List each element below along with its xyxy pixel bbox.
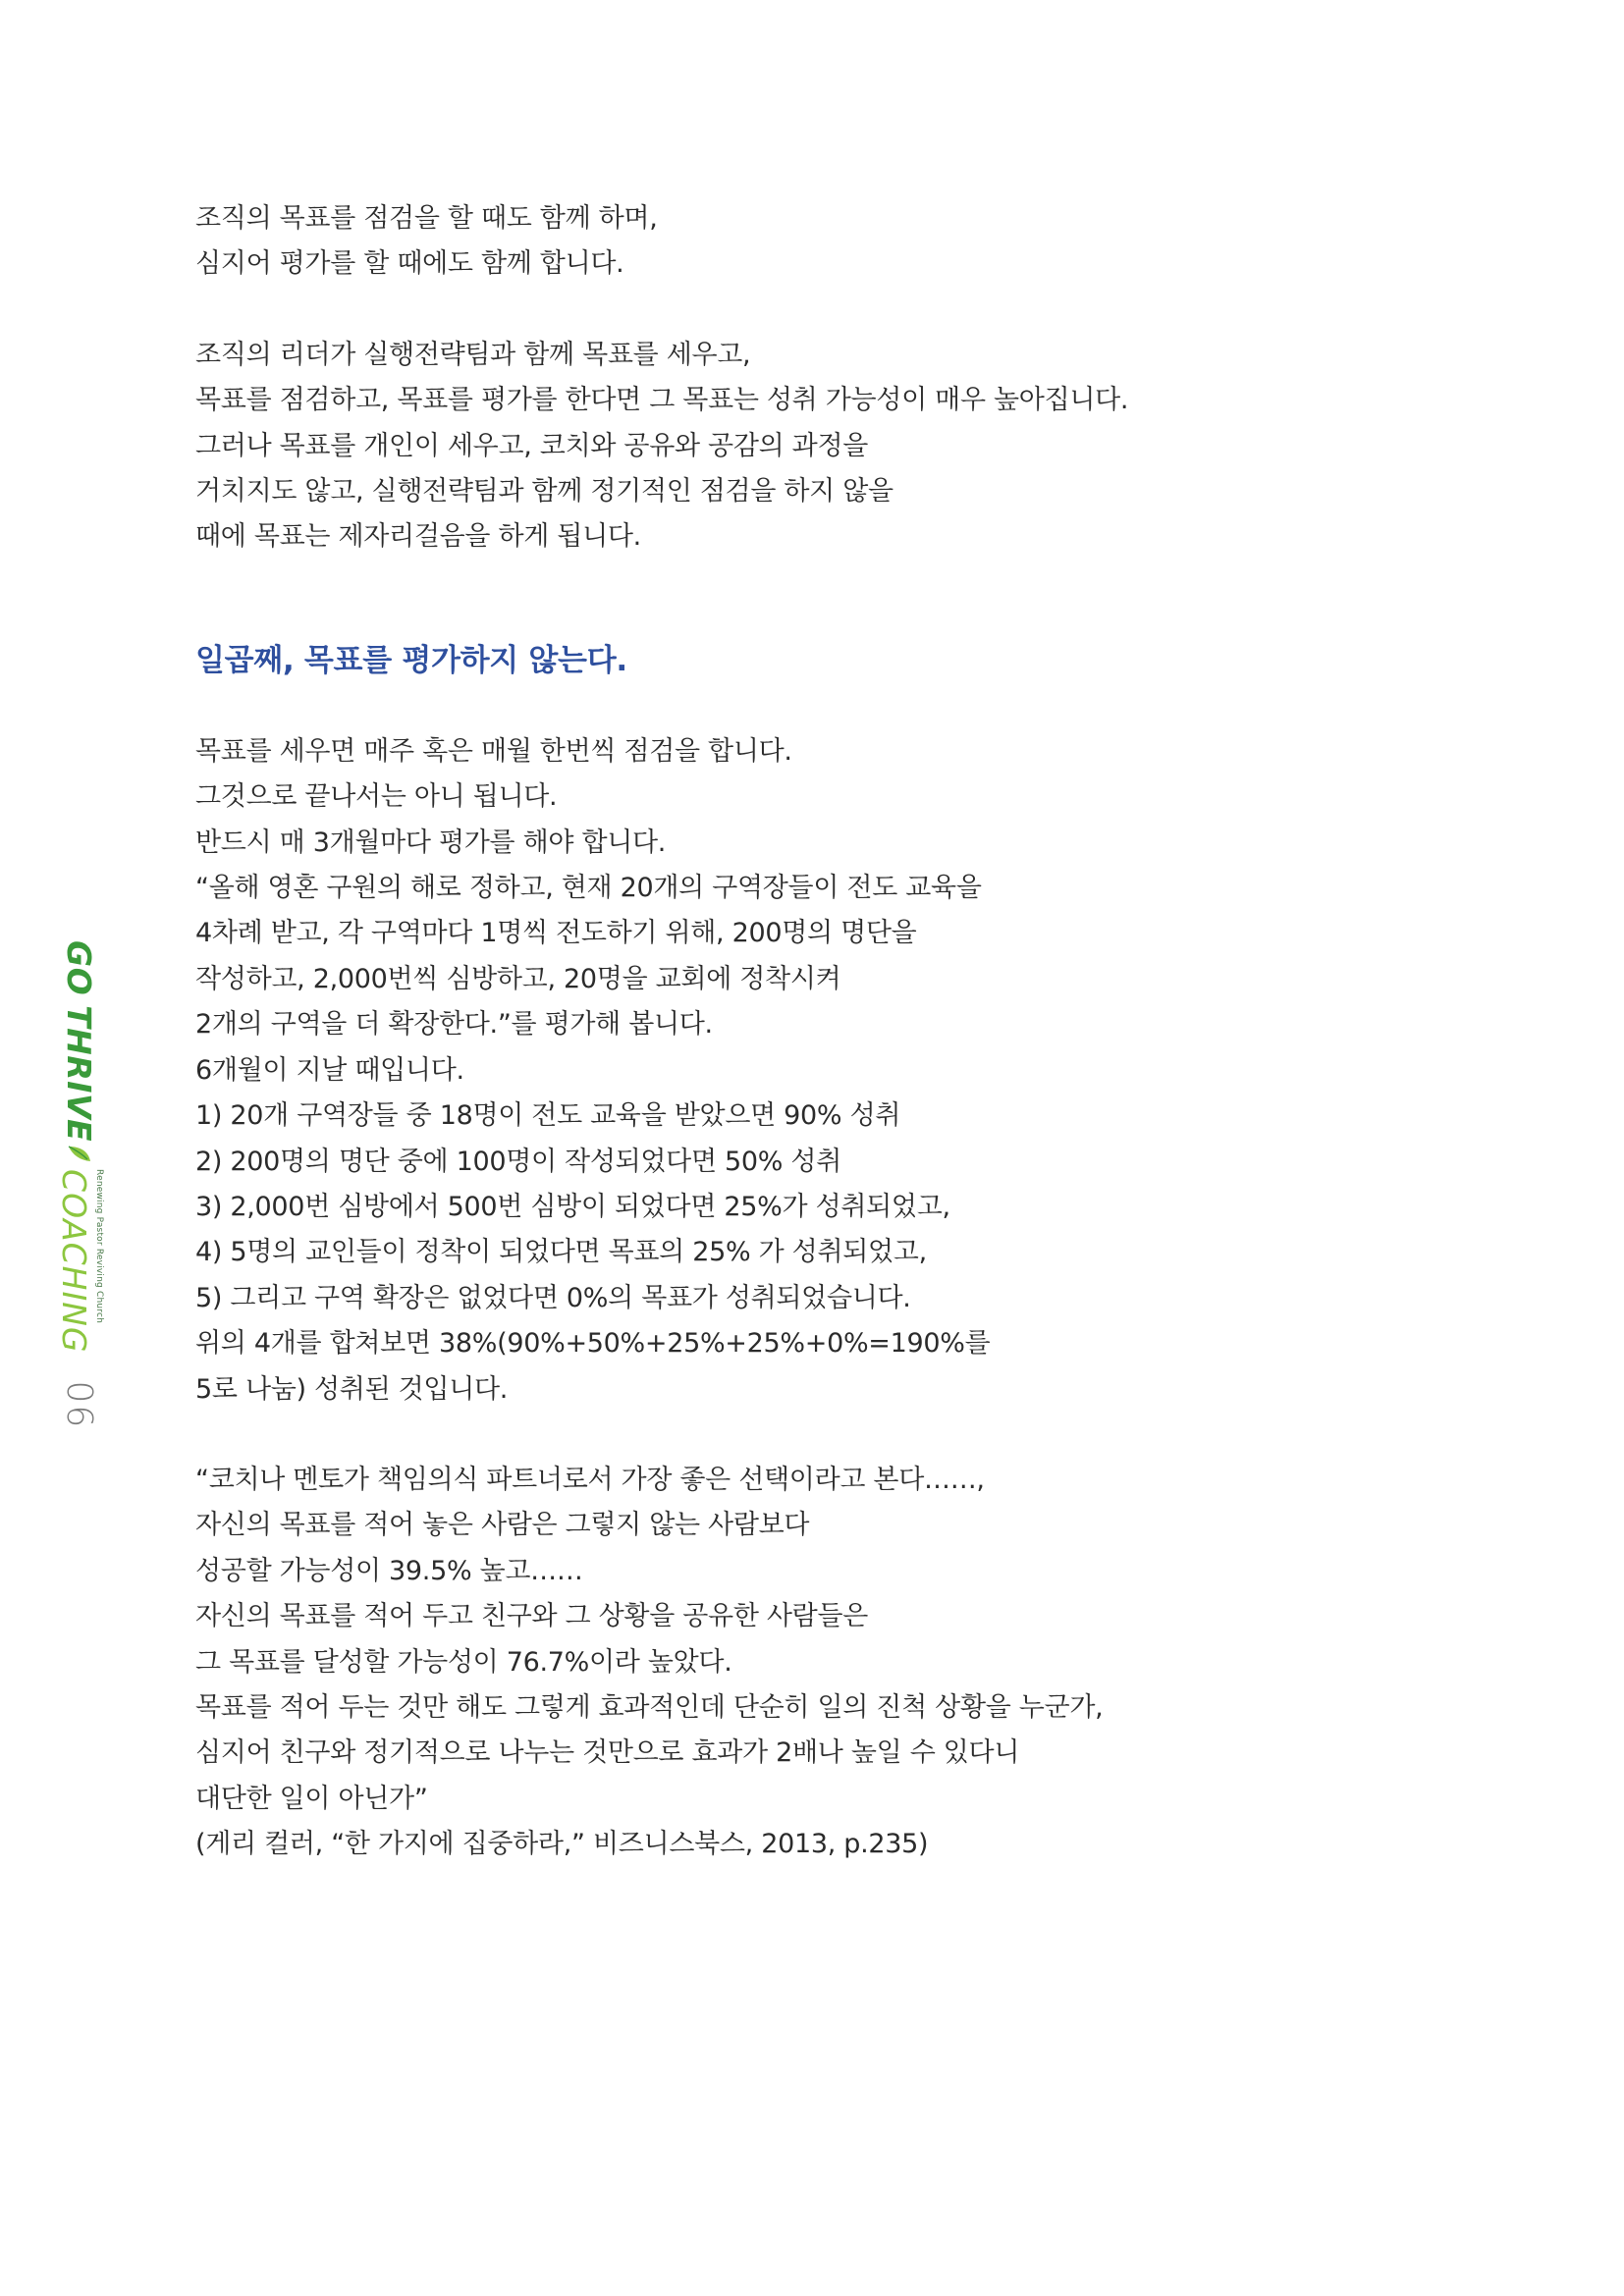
- text-line: 그러나 목표를 개인이 세우고, 코치와 공유와 공감의 과정을: [195, 430, 869, 461]
- text-line: 반드시 매 3개월마다 평가를 해야 합니다.: [195, 827, 667, 858]
- quote-line: 그 목표를 달성할 가능성이 76.7%이라 높았다.: [195, 1646, 732, 1678]
- page-number: 06: [59, 1380, 100, 1430]
- brand-logo: [55, 940, 104, 1429]
- text-line: 2개의 구역을 더 확장한다.”를 평가해 봅니다.: [195, 1009, 713, 1041]
- list-item: 2) 200명의 명단 중에 100명이 작성되었다면 50% 성취: [195, 1146, 841, 1177]
- text-line: 위의 4개를 합쳐보면 38%(90%+50%+25%+25%+0%=190%를: [195, 1328, 991, 1360]
- paragraph-3: [195, 729, 1472, 1413]
- quote-line: 대단한 일이 아닌가”: [195, 1783, 428, 1814]
- quote-line: 성공할 가능성이 39.5% 높고……: [195, 1555, 583, 1586]
- paragraph-1: [195, 196, 1472, 288]
- text-line: 그것으로 끝나서는 아니 됩니다.: [195, 781, 558, 813]
- brand-coaching: COACHING: [55, 1169, 93, 1354]
- paragraph-2: [195, 333, 1472, 561]
- text-line: 조직의 목표를 점검을 할 때도 함께 하며,: [195, 203, 658, 234]
- text-line: 조직의 리더가 실행전략팀과 함께 목표를 세우고,: [195, 339, 751, 370]
- text-line: 거치지도 않고, 실행전략팀과 함께 정기적인 점검을 하지 않을: [195, 476, 893, 507]
- quote-line: 자신의 목표를 적어 놓은 사람은 그렇지 않는 사람보다: [195, 1510, 810, 1541]
- text-line: 5로 나눔) 성취된 것입니다.: [195, 1373, 509, 1405]
- quote-line: “코치나 멘토가 책임의식 파트너로서 가장 좋은 선택이라고 본다……,: [195, 1464, 985, 1495]
- leaf-icon: [67, 1144, 92, 1163]
- list-item: 3) 2,000번 심방에서 500번 심방이 되었다면 25%가 성취되었고,: [195, 1191, 950, 1222]
- page-content: [195, 196, 1472, 1868]
- quote-line: 자신의 목표를 적어 두고 친구와 그 상황을 공유한 사람들은: [195, 1601, 869, 1632]
- text-line: 6개월이 지날 때입니다.: [195, 1054, 464, 1086]
- text-line: 4차례 받고, 각 구역마다 1명씩 전도하기 위해, 200명의 명단을: [195, 918, 917, 949]
- list-item: 4) 5명의 교인들이 정착이 되었다면 목표의 25% 가 성취되었고,: [195, 1237, 927, 1268]
- text-line: 작성하고, 2,000번씩 심방하고, 20명을 교회에 정착시켜: [195, 963, 841, 994]
- list-item: 1) 20개 구역장들 중 18명이 전도 교육을 받았으면 90% 성취: [195, 1100, 901, 1132]
- brand-text-stack: [55, 1169, 104, 1353]
- text-line: 심지어 평가를 할 때에도 함께 합니다.: [195, 248, 624, 280]
- list-item: 5) 그리고 구역 확장은 없었다면 0%의 목표가 성취되었습니다.: [195, 1282, 911, 1313]
- citation-line: (게리 컬러, “한 가지에 집중하라,” 비즈니스북스, 2013, p.235): [195, 1829, 929, 1860]
- quote-line: 목표를 적어 두는 것만 해도 그렇게 효과적인데 단순히 일의 진척 상황을 누군가,: [195, 1691, 1104, 1723]
- text-line: 목표를 점검하고, 목표를 평가를 한다면 그 목표는 성취 가능성이 매우 높아집니다.: [195, 385, 1129, 416]
- brand-thrive: THRIVE: [60, 1005, 99, 1143]
- text-line: 때에 목표는 제자리걸음을 하게 됩니다.: [195, 521, 641, 553]
- text-line: 목표를 세우면 매주 혹은 매월 한번씩 점검을 합니다.: [195, 735, 792, 767]
- brand-go: GO: [60, 940, 99, 996]
- brand-tagline: Renewing Pastor Reviving Church: [94, 1169, 104, 1324]
- text-line: “올해 영혼 구원의 해로 정하고, 현재 20개의 구역장들이 전도 교육을: [195, 873, 982, 904]
- section-heading: 일곱째, 목표를 평가하지 않는다.: [195, 642, 627, 678]
- quote-paragraph: [195, 1458, 1472, 1868]
- quote-line: 심지어 친구와 정기적으로 나누는 것만으로 효과가 2배나 높일 수 있다니: [195, 1737, 1020, 1769]
